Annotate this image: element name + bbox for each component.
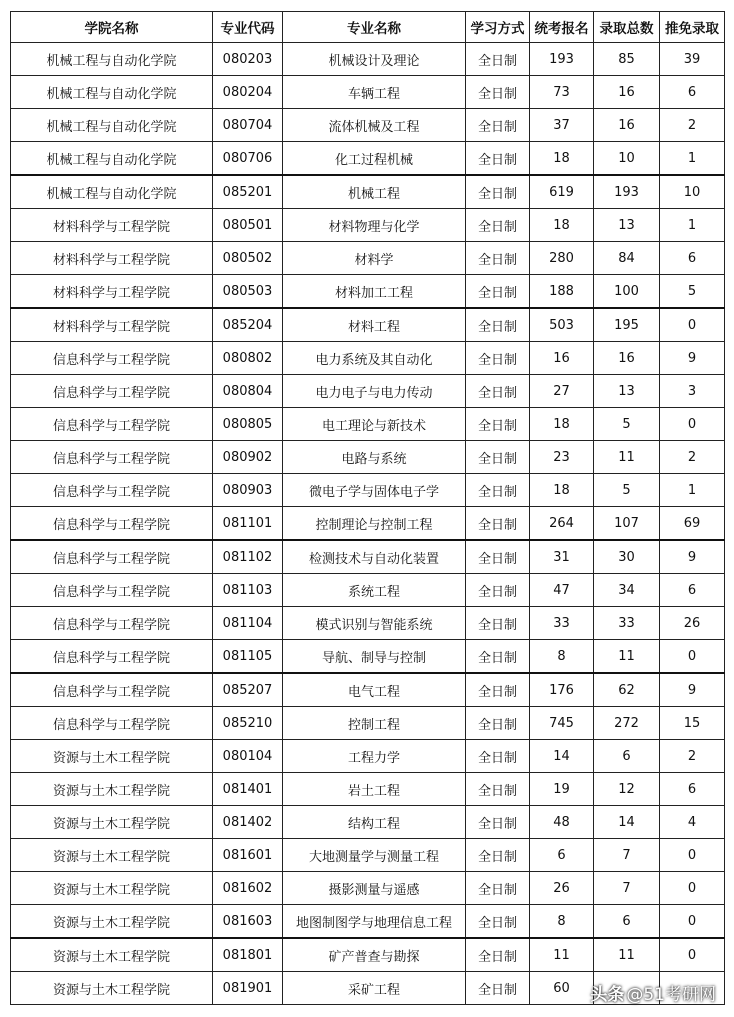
- header-school: 学院名称: [11, 12, 213, 43]
- table-row: [11, 673, 725, 707]
- cell-major-name: 材料学: [283, 242, 466, 275]
- cell-school: 机械工程与自动化学院: [11, 43, 213, 76]
- cell-exempt-admitted: 3: [660, 375, 725, 408]
- cell-total-admitted: 62: [594, 673, 660, 707]
- cell-exam-applicants: 503: [530, 308, 594, 342]
- cell-exam-applicants: 60: [530, 972, 594, 1005]
- cell-exam-applicants: 193: [530, 43, 594, 76]
- cell-total-admitted: 7: [594, 872, 660, 905]
- cell-school: 机械工程与自动化学院: [11, 109, 213, 142]
- cell-school: 信息科学与工程学院: [11, 375, 213, 408]
- cell-exam-applicants: 619: [530, 175, 594, 209]
- table-row: [11, 707, 725, 740]
- table-row: [11, 839, 725, 872]
- cell-exempt-admitted: 15: [660, 707, 725, 740]
- cell-study-mode: 全日制: [466, 839, 530, 872]
- cell-school: 资源与土木工程学院: [11, 938, 213, 972]
- cell-exam-applicants: 176: [530, 673, 594, 707]
- cell-exam-applicants: 8: [530, 905, 594, 939]
- header-row: [11, 12, 725, 43]
- table-row: [11, 806, 725, 839]
- cell-major-name: 机械设计及理论: [283, 43, 466, 76]
- watermark: [590, 980, 716, 1005]
- cell-exam-applicants: 19: [530, 773, 594, 806]
- table-row: [11, 43, 725, 76]
- cell-exam-applicants: 11: [530, 938, 594, 972]
- cell-total-admitted: 84: [594, 242, 660, 275]
- cell-major-code: 080802: [213, 342, 283, 375]
- cell-study-mode: 全日制: [466, 408, 530, 441]
- cell-major-code: 080204: [213, 76, 283, 109]
- cell-school: 信息科学与工程学院: [11, 441, 213, 474]
- cell-total-admitted: 193: [594, 175, 660, 209]
- table-row: [11, 142, 725, 176]
- cell-school: 机械工程与自动化学院: [11, 175, 213, 209]
- cell-exempt-admitted: 1: [660, 142, 725, 176]
- table-row: [11, 773, 725, 806]
- cell-study-mode: 全日制: [466, 109, 530, 142]
- cell-major-name: 化工过程机械: [283, 142, 466, 176]
- cell-major-code: 085201: [213, 175, 283, 209]
- cell-study-mode: 全日制: [466, 209, 530, 242]
- cell-major-code: 081801: [213, 938, 283, 972]
- cell-total-admitted: 33: [594, 607, 660, 640]
- cell-exam-applicants: 18: [530, 474, 594, 507]
- cell-major-code: 081603: [213, 905, 283, 939]
- cell-total-admitted: 7: [594, 839, 660, 872]
- cell-major-code: 085207: [213, 673, 283, 707]
- cell-exam-applicants: 18: [530, 209, 594, 242]
- cell-major-code: 080704: [213, 109, 283, 142]
- cell-study-mode: 全日制: [466, 673, 530, 707]
- cell-major-name: 岩土工程: [283, 773, 466, 806]
- cell-major-code: 081602: [213, 872, 283, 905]
- cell-exempt-admitted: 1: [660, 474, 725, 507]
- cell-major-name: 电路与系统: [283, 441, 466, 474]
- cell-major-name: 矿产普查与勘探: [283, 938, 466, 972]
- cell-major-code: 081103: [213, 574, 283, 607]
- table-row: [11, 342, 725, 375]
- cell-exempt-admitted: 5: [660, 275, 725, 309]
- table-body: [11, 43, 725, 1005]
- cell-total-admitted: 107: [594, 507, 660, 541]
- cell-major-name: 模式识别与智能系统: [283, 607, 466, 640]
- header-exam-applicants: 统考报名: [530, 12, 594, 43]
- table-row: [11, 275, 725, 309]
- cell-total-admitted: 5: [594, 474, 660, 507]
- cell-exam-applicants: 37: [530, 109, 594, 142]
- cell-total-admitted: 6: [594, 905, 660, 939]
- cell-study-mode: 全日制: [466, 740, 530, 773]
- cell-exempt-admitted: 6: [660, 574, 725, 607]
- cell-major-code: 080104: [213, 740, 283, 773]
- cell-major-code: 081401: [213, 773, 283, 806]
- cell-exempt-admitted: 6: [660, 773, 725, 806]
- cell-total-admitted: 85: [594, 43, 660, 76]
- cell-exam-applicants: 16: [530, 342, 594, 375]
- cell-study-mode: 全日制: [466, 76, 530, 109]
- cell-exempt-admitted: 4: [660, 806, 725, 839]
- table-row: [11, 209, 725, 242]
- cell-major-code: 081402: [213, 806, 283, 839]
- cell-major-name: 电力系统及其自动化: [283, 342, 466, 375]
- cell-school: 机械工程与自动化学院: [11, 76, 213, 109]
- cell-school: 资源与土木工程学院: [11, 773, 213, 806]
- header-major-code: 专业代码: [213, 12, 283, 43]
- cell-school: 材料科学与工程学院: [11, 242, 213, 275]
- cell-exam-applicants: 264: [530, 507, 594, 541]
- cell-school: 资源与土木工程学院: [11, 872, 213, 905]
- cell-major-name: 材料物理与化学: [283, 209, 466, 242]
- cell-exempt-admitted: 39: [660, 43, 725, 76]
- cell-exempt-admitted: 2: [660, 740, 725, 773]
- table-row: [11, 408, 725, 441]
- cell-exempt-admitted: 9: [660, 342, 725, 375]
- table-row: [11, 938, 725, 972]
- cell-school: 材料科学与工程学院: [11, 308, 213, 342]
- cell-major-name: 控制工程: [283, 707, 466, 740]
- cell-exam-applicants: 18: [530, 408, 594, 441]
- cell-school: 信息科学与工程学院: [11, 342, 213, 375]
- cell-major-name: 车辆工程: [283, 76, 466, 109]
- cell-total-admitted: 13: [594, 209, 660, 242]
- cell-total-admitted: 11: [594, 640, 660, 674]
- cell-school: 材料科学与工程学院: [11, 209, 213, 242]
- table-row: [11, 76, 725, 109]
- table-row: [11, 308, 725, 342]
- cell-total-admitted: 11: [594, 938, 660, 972]
- cell-major-name: 控制理论与控制工程: [283, 507, 466, 541]
- cell-major-name: 采矿工程: [283, 972, 466, 1005]
- cell-total-admitted: 16: [594, 342, 660, 375]
- cell-exam-applicants: 280: [530, 242, 594, 275]
- cell-study-mode: 全日制: [466, 640, 530, 674]
- cell-school: 信息科学与工程学院: [11, 707, 213, 740]
- cell-school: 资源与土木工程学院: [11, 905, 213, 939]
- cell-exempt-admitted: 0: [660, 905, 725, 939]
- cell-exempt-admitted: 6: [660, 76, 725, 109]
- cell-exam-applicants: 47: [530, 574, 594, 607]
- cell-school: 信息科学与工程学院: [11, 640, 213, 674]
- cell-study-mode: 全日制: [466, 806, 530, 839]
- cell-major-name: 流体机械及工程: [283, 109, 466, 142]
- cell-exempt-admitted: 1: [660, 209, 725, 242]
- cell-total-admitted: 13: [594, 375, 660, 408]
- cell-exam-applicants: 6: [530, 839, 594, 872]
- cell-major-code: 080501: [213, 209, 283, 242]
- table-row: [11, 175, 725, 209]
- cell-major-name: 地图制图学与地理信息工程: [283, 905, 466, 939]
- cell-exempt-admitted: 0: [660, 839, 725, 872]
- cell-school: 信息科学与工程学院: [11, 607, 213, 640]
- cell-exam-applicants: 18: [530, 142, 594, 176]
- cell-study-mode: 全日制: [466, 574, 530, 607]
- cell-major-name: 大地测量学与测量工程: [283, 839, 466, 872]
- cell-study-mode: 全日制: [466, 773, 530, 806]
- cell-total-admitted: 6: [594, 740, 660, 773]
- cell-major-code: 081101: [213, 507, 283, 541]
- cell-exempt-admitted: 0: [660, 640, 725, 674]
- cell-exam-applicants: 27: [530, 375, 594, 408]
- cell-total-admitted: 195: [594, 308, 660, 342]
- cell-major-name: 电气工程: [283, 673, 466, 707]
- watermark-logo: 头条: [590, 985, 625, 1005]
- cell-school: 资源与土木工程学院: [11, 972, 213, 1005]
- cell-exam-applicants: 8: [530, 640, 594, 674]
- cell-study-mode: 全日制: [466, 43, 530, 76]
- table-row: [11, 474, 725, 507]
- cell-school: 资源与土木工程学院: [11, 839, 213, 872]
- cell-major-name: 电力电子与电力传动: [283, 375, 466, 408]
- cell-exam-applicants: 14: [530, 740, 594, 773]
- cell-total-admitted: 10: [594, 142, 660, 176]
- table-row: [11, 441, 725, 474]
- table-row: [11, 574, 725, 607]
- cell-school: 信息科学与工程学院: [11, 408, 213, 441]
- table-row: [11, 640, 725, 674]
- cell-total-admitted: 30: [594, 540, 660, 574]
- cell-major-code: 080503: [213, 275, 283, 309]
- cell-study-mode: 全日制: [466, 275, 530, 309]
- cell-exempt-admitted: 6: [660, 242, 725, 275]
- cell-school: 信息科学与工程学院: [11, 540, 213, 574]
- admissions-table: [10, 11, 725, 1005]
- cell-study-mode: 全日制: [466, 242, 530, 275]
- cell-study-mode: 全日制: [466, 375, 530, 408]
- cell-major-name: 检测技术与自动化装置: [283, 540, 466, 574]
- cell-exempt-admitted: 2: [660, 109, 725, 142]
- header-study-mode: 学习方式: [466, 12, 530, 43]
- cell-major-code: 080203: [213, 43, 283, 76]
- cell-school: 信息科学与工程学院: [11, 574, 213, 607]
- table-row: [11, 540, 725, 574]
- cell-study-mode: 全日制: [466, 308, 530, 342]
- cell-total-admitted: 16: [594, 109, 660, 142]
- cell-major-name: 结构工程: [283, 806, 466, 839]
- cell-major-code: 080902: [213, 441, 283, 474]
- cell-major-code: 081104: [213, 607, 283, 640]
- cell-study-mode: 全日制: [466, 175, 530, 209]
- cell-exempt-admitted: 69: [660, 507, 725, 541]
- cell-total-admitted: 5: [594, 408, 660, 441]
- watermark-text: @51考研网: [626, 985, 716, 1005]
- cell-study-mode: 全日制: [466, 607, 530, 640]
- cell-exempt-admitted: 0: [660, 408, 725, 441]
- header-total-admitted: 录取总数: [594, 12, 660, 43]
- cell-school: 机械工程与自动化学院: [11, 142, 213, 176]
- cell-major-name: 系统工程: [283, 574, 466, 607]
- table-row: [11, 872, 725, 905]
- cell-school: 资源与土木工程学院: [11, 740, 213, 773]
- cell-exam-applicants: 23: [530, 441, 594, 474]
- cell-exempt-admitted: 0: [660, 308, 725, 342]
- cell-study-mode: 全日制: [466, 441, 530, 474]
- cell-study-mode: 全日制: [466, 905, 530, 939]
- cell-exempt-admitted: 9: [660, 540, 725, 574]
- cell-major-code: 081102: [213, 540, 283, 574]
- cell-major-code: 081901: [213, 972, 283, 1005]
- cell-total-admitted: 100: [594, 275, 660, 309]
- cell-school: 信息科学与工程学院: [11, 673, 213, 707]
- cell-major-code: 080706: [213, 142, 283, 176]
- cell-exam-applicants: 188: [530, 275, 594, 309]
- cell-study-mode: 全日制: [466, 707, 530, 740]
- cell-exam-applicants: 31: [530, 540, 594, 574]
- cell-major-code: 085204: [213, 308, 283, 342]
- cell-school: 信息科学与工程学院: [11, 474, 213, 507]
- cell-total-admitted: 34: [594, 574, 660, 607]
- cell-school: 资源与土木工程学院: [11, 806, 213, 839]
- cell-major-name: 导航、制导与控制: [283, 640, 466, 674]
- cell-exam-applicants: 48: [530, 806, 594, 839]
- cell-study-mode: 全日制: [466, 972, 530, 1005]
- cell-exempt-admitted: 10: [660, 175, 725, 209]
- table-row: [11, 740, 725, 773]
- cell-major-code: 080804: [213, 375, 283, 408]
- cell-major-code: 080805: [213, 408, 283, 441]
- cell-study-mode: 全日制: [466, 142, 530, 176]
- cell-major-name: 电工理论与新技术: [283, 408, 466, 441]
- cell-total-admitted: 11: [594, 441, 660, 474]
- cell-study-mode: 全日制: [466, 872, 530, 905]
- table-row: [11, 905, 725, 939]
- cell-total-admitted: 16: [594, 76, 660, 109]
- cell-exempt-admitted: 2: [660, 441, 725, 474]
- cell-exempt-admitted: 9: [660, 673, 725, 707]
- cell-study-mode: 全日制: [466, 342, 530, 375]
- table-row: [11, 507, 725, 541]
- cell-study-mode: 全日制: [466, 540, 530, 574]
- cell-exempt-admitted: 26: [660, 607, 725, 640]
- header-major-name: 专业名称: [283, 12, 466, 43]
- header-exempt-admitted: 推免录取: [660, 12, 725, 43]
- cell-exempt-admitted: 0: [660, 872, 725, 905]
- cell-major-code: 081105: [213, 640, 283, 674]
- table-row: [11, 109, 725, 142]
- cell-study-mode: 全日制: [466, 474, 530, 507]
- cell-major-code: 085210: [213, 707, 283, 740]
- cell-exam-applicants: 33: [530, 607, 594, 640]
- cell-exam-applicants: 26: [530, 872, 594, 905]
- cell-major-name: 材料加工工程: [283, 275, 466, 309]
- cell-major-code: 080502: [213, 242, 283, 275]
- cell-total-admitted: 12: [594, 773, 660, 806]
- cell-study-mode: 全日制: [466, 507, 530, 541]
- cell-major-name: 机械工程: [283, 175, 466, 209]
- cell-school: 信息科学与工程学院: [11, 507, 213, 541]
- table-row: [11, 607, 725, 640]
- cell-total-admitted: 14: [594, 806, 660, 839]
- cell-major-code: 081601: [213, 839, 283, 872]
- cell-exam-applicants: 745: [530, 707, 594, 740]
- cell-study-mode: 全日制: [466, 938, 530, 972]
- cell-exempt-admitted: 0: [660, 938, 725, 972]
- cell-major-name: 摄影测量与遥感: [283, 872, 466, 905]
- cell-total-admitted: 272: [594, 707, 660, 740]
- table-row: [11, 242, 725, 275]
- cell-major-name: 材料工程: [283, 308, 466, 342]
- cell-school: 材料科学与工程学院: [11, 275, 213, 309]
- cell-major-name: 微电子学与固体电子学: [283, 474, 466, 507]
- table-row: [11, 375, 725, 408]
- cell-major-name: 工程力学: [283, 740, 466, 773]
- cell-major-code: 080903: [213, 474, 283, 507]
- cell-exam-applicants: 73: [530, 76, 594, 109]
